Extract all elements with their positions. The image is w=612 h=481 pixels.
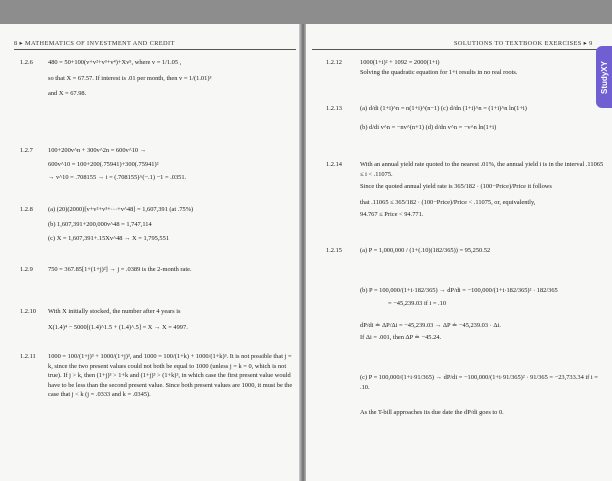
problem-line: X(1.4)⁴ − 5000[(1.4)^1.5 + (1.4)^.5] = X → X = 4997. (48, 323, 188, 331)
problem-line: (a) (20)(2000)[v+v²+v³+···+v^48] = 1,607,391 (at .75%) (48, 206, 194, 213)
problem-number: 1.2.8 (20, 206, 33, 213)
left-page (0, 24, 300, 481)
problem-number: 1.2.10 (20, 308, 36, 315)
right-page (306, 24, 612, 481)
problem-line: As the T-bill approaches its due date the dP/di goes to 0. (360, 409, 504, 417)
studyxy-label: StudyXY (599, 60, 609, 94)
problem-line: Solving the quadratic equation for 1+i results in no real roots. (360, 68, 518, 76)
problem-number: 1.2.11 (20, 353, 36, 360)
problem-line: = −45,239.03 if i = .10 (388, 300, 447, 308)
problem-line: (b) P = 100,000/(1+i·182/365) → dP/di = −100,000/(1+i·182/365)² · 182/365 (360, 286, 558, 294)
problem-line: (b) d/di v^n = −nv^(n+1) (d) d/dn v^n = −v^n ln(1+i) (360, 123, 497, 131)
problem-line: (c) P = 100,000/(1+i·91/365) → dP/di = −100,000/(1+i·91/365)² · 91/365 = −23,733.34 if i = .10. (360, 373, 598, 391)
problem-line: that .11065 ≤ 365/182 · (100−Price)/Price < .11075, or, equivalently, (360, 198, 536, 206)
problem-line: 750 = 367.85[1+(1+j)²] → j = .0389 is the 2-month rate. (48, 266, 192, 273)
problem-line: 100+200v^n + 300v^2n = 600v^10 → (48, 147, 147, 154)
problem-number: 1.2.13 (326, 105, 342, 112)
problem-number: 1.2.9 (20, 266, 33, 273)
problem-number: 1.2.14 (326, 161, 342, 168)
problem-line: → v^10 = .708155 → i = (.708155)^(−.1) −1 = .0351. (48, 174, 187, 182)
problem-line: 600v^10 = 100+200(.75941)+300(.75941)² (48, 160, 159, 168)
right-head-rule (312, 49, 608, 50)
problem-line: and X = 67.98. (48, 90, 87, 98)
problem-line: (a) d/di (1+i)^n = n(1+i)^(n−1) (c) d/dn (1+i)^n = (1+i)^n ln(1+i) (360, 105, 527, 112)
problem-line: Since the quoted annual yield rate is 365/182 · (100−Price)/Price it follows (360, 183, 552, 191)
right-running-head: SOLUTIONS TO TEXTBOOK EXERCISES ▸ 9 (454, 40, 593, 47)
problem-line: 480 = 50+100(v+v²+v³+v⁴)+Xv⁵, where v = 1/1.05 , (48, 59, 182, 66)
problem-line: If Δi = .001, then ΔP ≐ −45.24. (360, 334, 442, 342)
problem-number: 1.2.6 (20, 59, 33, 66)
problem-line: (b) 1,607,391+200,000v^48 = 1,747,114 (48, 220, 152, 228)
studyxy-badge[interactable] (596, 46, 612, 108)
left-head-rule (14, 49, 296, 50)
problem-number: 1.2.7 (20, 147, 33, 154)
problem-line: 94.767 ≤ Price < 94.771. (360, 211, 424, 219)
problem-line: 1000(1+i)² + 1092 = 2000(1+i) (360, 59, 440, 66)
left-running-head: 8 ▸ MATHEMATICS OF INVESTMENT AND CREDIT (14, 40, 175, 47)
problem-line: With X initially stocked, the number after 4 years is (48, 308, 181, 315)
problem-paragraph: 1000 = 100/(1+j)³ + 1000/(1+j)³, and 1000 = 100/(1+k) + 1000/(1+k)³. It is not possible that j = k, since the two present values could not both be equal to 1000 (unless j = k = 0, which is not true). If j > k, then (1+j)³ > 1+k and (1+j)³ > (1+k)³, in which case the first present value would have to be less than the second present value. Since both present values are 1000, it must be the case that j < k (j = .0333 and k = .0345). (48, 353, 293, 399)
problem-number: 1.2.12 (326, 59, 342, 66)
problem-line: (a) P = 1,000,000 / (1+(.10)(182/365)) = 95,250.52 (360, 247, 491, 254)
problem-line: (c) X = 1,607,391+.15Xv^48 → X = 1,795,551 (48, 235, 170, 243)
problem-line: With an annual yield rate quoted to the nearest .01%, the annual yield i is in the interval .11065 ≤ i < .11075. (360, 161, 604, 178)
problem-line: so that X = 67.57. If interest is .01 per month, then v = 1/(1.01)³ (48, 74, 212, 82)
problem-line: dP/di ≐ ΔP/Δi = −45,239.03 → ΔP ≐ −45,239.03 · Δi. (360, 321, 501, 329)
problem-number: 1.2.15 (326, 247, 342, 254)
